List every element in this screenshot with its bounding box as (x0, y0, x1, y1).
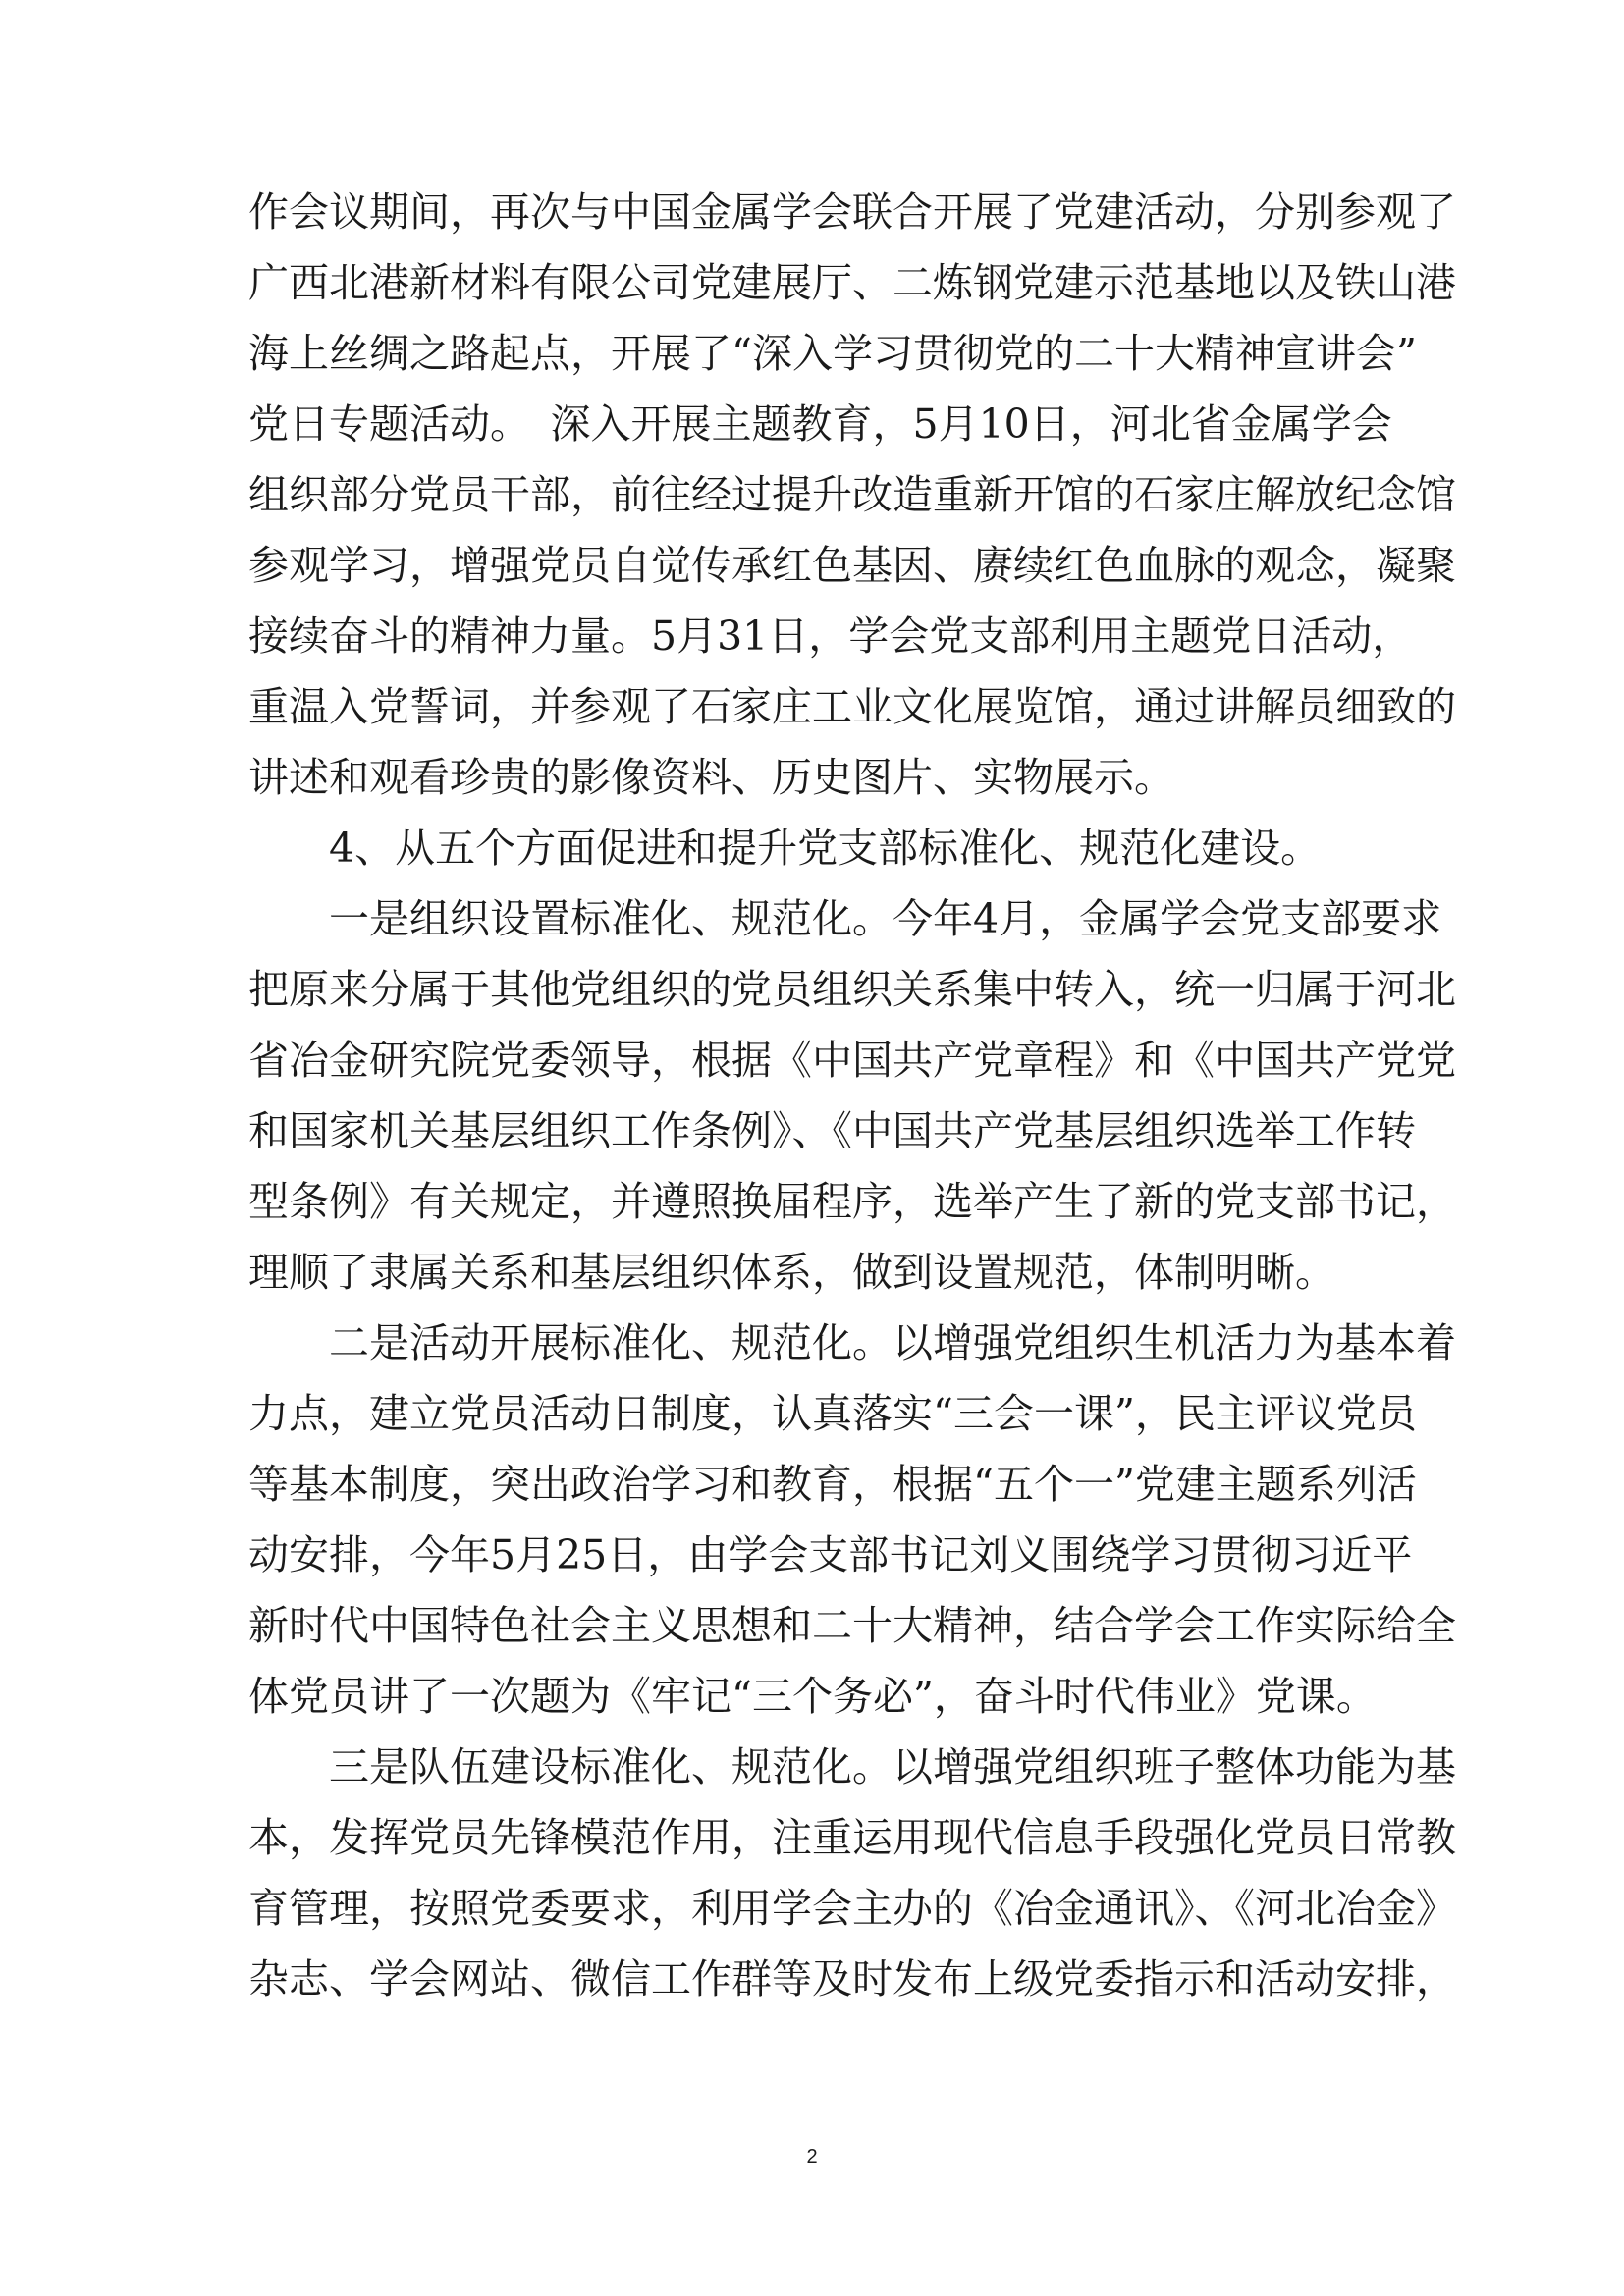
body-line: 一是组织设置标准化、规范化。今年4月，金属学会党支部要求 (329, 895, 1442, 942)
body-line: 重温入党誓词，并参观了石家庄工业文化展览馆，通过讲解员细致的 (248, 683, 1456, 730)
page-number: 2 (806, 2146, 818, 2167)
body-line: 讲述和观看珍贵的影像资料、历史图片、实物展示。 (248, 754, 1174, 801)
body-line: 动安排，今年5月25日，由学会支部书记刘义围绕学习贯彻习近平 (248, 1531, 1413, 1578)
body-line: 作会议期间，再次与中国金属学会联合开展了党建活动，分别参观了 (248, 188, 1456, 236)
body-line: 育管理，按照党委要求，利用学会主办的《冶金通讯》、《河北冶金》 (248, 1885, 1456, 1932)
body-line: 本，发挥党员先锋模范作用，注重运用现代信息手段强化党员日常教 (248, 1814, 1456, 1861)
section-heading: 4、从五个方面促进和提升党支部标准化、规范化建设。 (329, 825, 1322, 872)
body-line: 等基本制度，突出政治学习和教育，根据“五个一”党建主题系列活 (248, 1461, 1417, 1508)
body-line: 广西北港新材料有限公司党建展厅、二炼钢党建示范基地以及铁山港 (248, 259, 1456, 306)
body-line: 参观学习，增强党员自觉传承红色基因、赓续红色血脉的观念，凝聚 (248, 542, 1456, 589)
body-line: 三是队伍建设标准化、规范化。以增强党组织班子整体功能为基 (329, 1743, 1456, 1790)
body-line: 党日专题活动。 深入开展主题教育，5月10日，河北省金属学会 (248, 400, 1392, 448)
body-line: 海上丝绸之路起点，开展了“深入学习贯彻党的二十大精神宣讲会” (248, 330, 1417, 377)
body-line: 把原来分属于其他党组织的党员组织关系集中转入，统一归属于河北 (248, 966, 1456, 1013)
body-line: 力点，建立党员活动日制度，认真落实“三会一课”，民主评议党员 (248, 1390, 1417, 1437)
body-line: 二是活动开展标准化、规范化。以增强党组织生机活力为基本着 (329, 1319, 1456, 1366)
body-line: 接续奋斗的精神力量。5月31日，学会党支部利用主题党日活动， (248, 613, 1413, 660)
body-line: 省冶金研究院党委领导，根据《中国共产党章程》和《中国共产党党 (248, 1037, 1456, 1084)
body-line: 理顺了隶属关系和基层组织体系，做到设置规范，体制明晰。 (248, 1249, 1335, 1296)
body-line: 型条例》有关规定，并遵照换届程序，选举产生了新的党支部书记， (248, 1178, 1456, 1225)
body-line: 新时代中国特色社会主义思想和二十大精神，结合学会工作实际给全 (248, 1602, 1456, 1649)
body-line: 组织部分党员干部，前往经过提升改造重新开馆的石家庄解放纪念馆 (248, 471, 1456, 518)
body-line: 体党员讲了一次题为《牢记“三个务必”，奋斗时代伟业》党课。 (248, 1673, 1377, 1720)
body-line: 和国家机关基层组织工作条例》、《中国共产党基层组织选举工作转 (248, 1107, 1416, 1154)
body-line: 杂志、学会网站、微信工作群等及时发布上级党委指示和活动安排， (248, 1955, 1456, 2002)
